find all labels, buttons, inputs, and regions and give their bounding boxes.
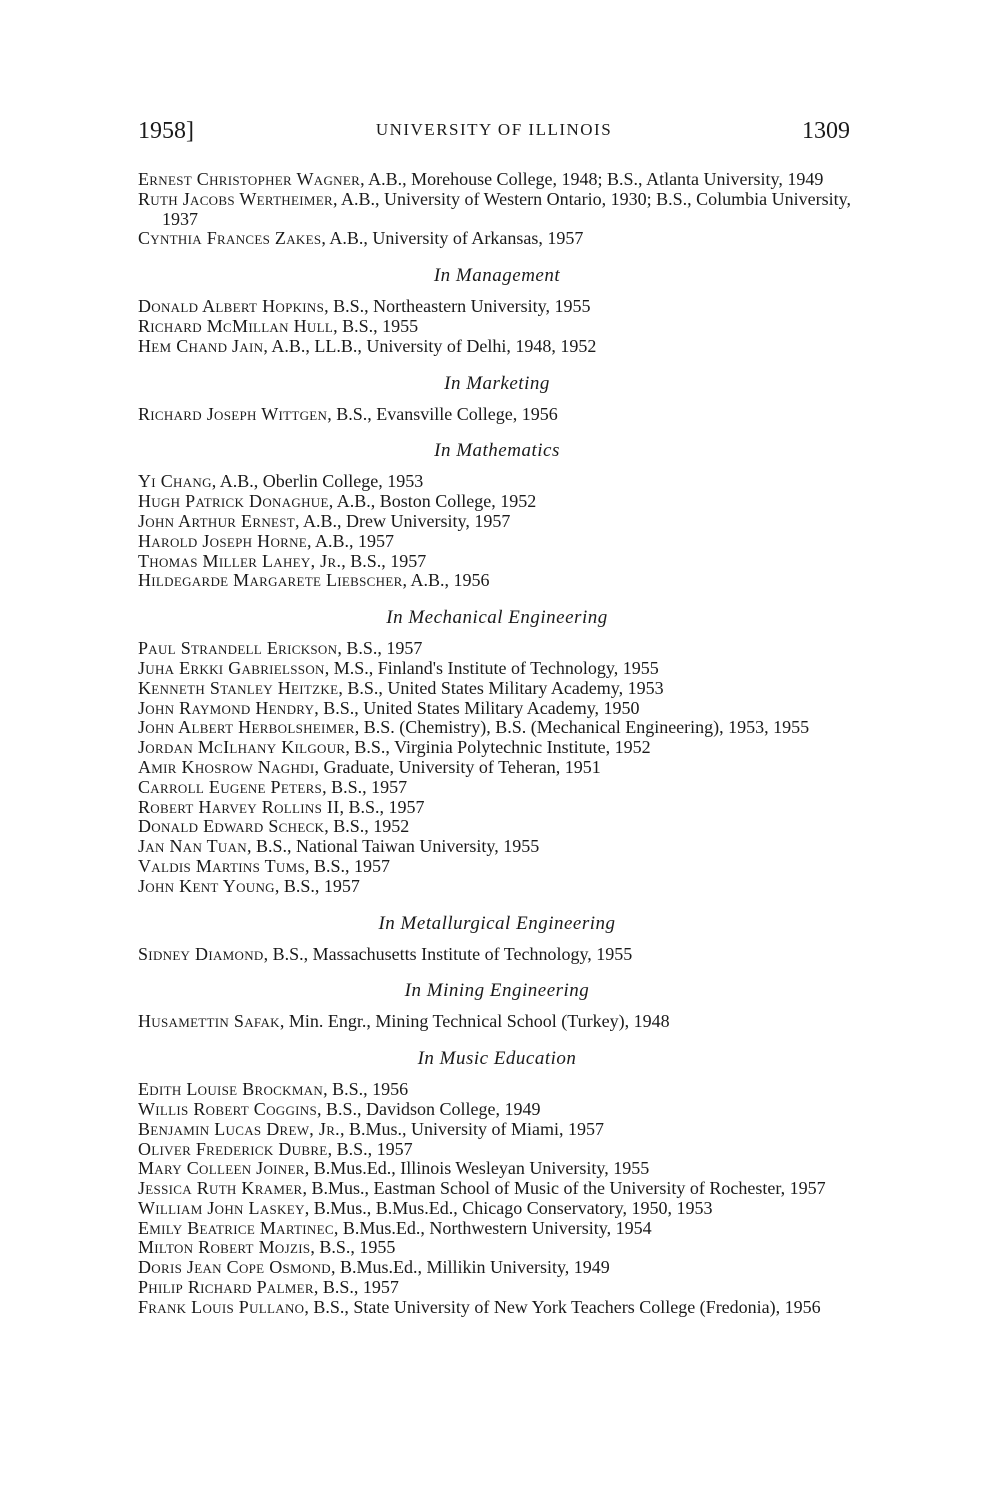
list-item <box>138 1100 856 1120</box>
person-name: Robert Harvey Rollins II <box>138 796 340 817</box>
degree-details: , B.S., United States Military Academy, 1950 <box>314 697 640 718</box>
list-item <box>138 532 856 552</box>
degree-details: , A.B., University of Western Ontario, 1930; B.S., Columbia University, 1937 <box>162 188 851 229</box>
list-item <box>138 1159 856 1179</box>
degree-details: , B.S., 1957 <box>274 875 360 896</box>
list-item <box>138 1238 856 1258</box>
person-name: Juha Erkki Gabrielsson <box>138 657 325 678</box>
list-item <box>138 758 856 778</box>
degree-details: , A.B., University of Arkansas, 1957 <box>321 228 584 249</box>
list-item <box>138 639 856 659</box>
degree-details: , B.S., 1957 <box>341 550 427 571</box>
degree-details: , B.S., 1957 <box>327 1138 413 1159</box>
person-name: Ruth Jacobs Wertheimer <box>138 188 333 209</box>
list-item <box>138 1219 856 1239</box>
list-item <box>138 1140 856 1160</box>
degree-details: , B.S. (Chemistry), B.S. (Mechanical Engineering), 1953, 1955 <box>354 717 810 738</box>
degree-details: , A.B., LL.B., University of Delhi, 1948, 1952 <box>263 335 597 356</box>
person-name: Emily Beatrice Martinec <box>138 1217 334 1238</box>
list-item <box>138 552 856 572</box>
list-item <box>138 405 856 425</box>
degree-details: , B.S., 1957 <box>305 855 391 876</box>
list-item <box>138 337 856 357</box>
person-name: Hem Chand Jain <box>138 335 264 356</box>
person-name: Thomas Miller Lahey, Jr. <box>138 550 342 571</box>
person-name: Milton Robert Mojzis <box>138 1237 311 1258</box>
degree-details: , B.Mus.Ed., Northwestern University, 1954 <box>333 1217 652 1238</box>
degree-details: , B.S., Evansville College, 1956 <box>327 403 558 424</box>
degree-details: , B.S., 1955 <box>333 315 419 336</box>
degree-details: , A.B., Oberlin College, 1953 <box>211 471 424 492</box>
person-name: John Arthur Ernest <box>138 510 296 531</box>
entries-list <box>138 170 856 1318</box>
list-item <box>138 659 856 679</box>
list-item <box>138 778 856 798</box>
section-heading: In Metallurgical Engineering <box>378 912 616 934</box>
list-item <box>138 1179 856 1199</box>
person-name: Jan Nan Tuan <box>138 836 247 857</box>
person-name: Edith Louise Brockman <box>138 1079 324 1100</box>
person-name: Richard McMillan Hull <box>138 315 334 336</box>
page-number: 1309 <box>802 118 850 144</box>
person-name: Donald Edward Scheck <box>138 816 325 837</box>
degree-details: , A.B., Boston College, 1952 <box>328 491 537 512</box>
degree-details: , B.S., 1957 <box>339 796 425 817</box>
list-item <box>138 837 856 857</box>
degree-details: , Graduate, University of Teheran, 1951 <box>314 756 601 777</box>
person-name: Willis Robert Coggins <box>138 1098 318 1119</box>
person-name: John Kent Young <box>138 875 275 896</box>
header-title: UNIVERSITY OF ILLINOIS <box>375 120 613 139</box>
section-heading: In Management <box>433 265 561 287</box>
list-item <box>138 229 856 249</box>
degree-details: , B.S., Northeastern University, 1955 <box>324 296 591 317</box>
person-name: Hildegarde Margarete Liebscher <box>138 570 403 591</box>
degree-details: , B.S., United States Military Academy, 1953 <box>338 677 664 698</box>
list-item <box>138 512 856 532</box>
list-item <box>138 571 856 591</box>
degree-details: , B.S., Massachusetts Institute of Technology, 1955 <box>263 943 633 964</box>
person-name: Richard Joseph Wittgen <box>138 403 328 424</box>
list-item <box>138 738 856 758</box>
person-name: Kenneth Stanley Heitzke <box>138 677 339 698</box>
list-item <box>138 472 856 492</box>
person-name: Philip Richard Palmer <box>138 1277 314 1298</box>
person-name: Husamettin Safak <box>138 1011 280 1032</box>
section-heading: In Marketing <box>444 372 550 394</box>
degree-details: , A.B., Drew University, 1957 <box>295 510 511 531</box>
list-item <box>138 297 856 317</box>
degree-details: , B.S., 1952 <box>324 816 410 837</box>
person-name: Mary Colleen Joiner <box>138 1158 305 1179</box>
section-heading: In Mining Engineering <box>404 980 590 1002</box>
person-name: Valdis Martins Tums <box>138 855 305 876</box>
person-name: Doris Jean Cope Osmond <box>138 1257 331 1278</box>
person-name: William John Laskey <box>138 1197 305 1218</box>
person-name: Yi Chang <box>138 471 212 492</box>
person-name: Amir Khosrow Naghdi <box>138 756 315 777</box>
list-item <box>138 945 856 965</box>
list-item <box>138 1080 856 1100</box>
person-name: John Raymond Hendry <box>138 697 315 718</box>
degree-details: , B.Mus.Ed., Illinois Wesleyan University, 1955 <box>304 1158 650 1179</box>
person-name: Cynthia Frances Zakes <box>138 228 322 249</box>
person-name: Jordan McIlhany Kilgour <box>138 737 346 758</box>
person-name: Benjamin Lucas Drew, Jr. <box>138 1118 340 1139</box>
person-name: Donald Albert Hopkins <box>138 296 325 317</box>
list-item <box>138 877 856 897</box>
list-item <box>138 798 856 818</box>
person-name: Ernest Christopher Wagner <box>138 169 361 189</box>
person-name: John Albert Herbolsheimer <box>138 717 355 738</box>
list-item <box>138 699 856 719</box>
list-item <box>138 718 856 738</box>
list-item <box>138 170 856 190</box>
degree-details: , M.S., Finland's Institute of Technology, 1955 <box>324 657 659 678</box>
degree-details: , A.B., 1957 <box>307 530 395 551</box>
list-item <box>138 1199 856 1219</box>
degree-details: , Min. Engr., Mining Technical School (Turkey), 1948 <box>279 1011 670 1032</box>
list-item <box>138 857 856 877</box>
list-item <box>138 1278 856 1298</box>
degree-details: , A.B., 1956 <box>402 570 490 591</box>
list-item <box>138 1120 856 1140</box>
person-name: Paul Strandell Erickson <box>138 638 338 659</box>
list-item <box>138 317 856 337</box>
section-heading: In Music Education <box>417 1048 577 1070</box>
degree-details: , B.Mus., Eastman School of Music of the University of Rochester, 1957 <box>302 1178 826 1199</box>
list-item <box>138 190 856 230</box>
degree-details: , B.Mus., University of Miami, 1957 <box>340 1118 604 1139</box>
list-item <box>138 679 856 699</box>
person-name: Jessica Ruth Kramer <box>138 1178 303 1199</box>
degree-details: , B.S., 1956 <box>323 1079 409 1100</box>
person-name: Sidney Diamond <box>138 943 264 964</box>
degree-details: , B.S., National Taiwan University, 1955 <box>247 836 540 857</box>
degree-details: , B.Mus.Ed., Millikin University, 1949 <box>330 1257 610 1278</box>
list-item <box>138 1012 856 1032</box>
header-year: 1958] <box>138 118 194 144</box>
person-name: Carroll Eugene Peters <box>138 776 323 797</box>
person-name: Hugh Patrick Donaghue <box>138 491 329 512</box>
person-name: Frank Louis Pullano <box>138 1296 305 1317</box>
list-item <box>138 1298 856 1318</box>
section-heading: In Mechanical Engineering <box>386 607 608 629</box>
list-item <box>138 817 856 837</box>
degree-details: , B.S., 1957 <box>322 776 408 797</box>
degree-details: , B.S., Virginia Polytechnic Institute, 1952 <box>345 737 651 758</box>
degree-details: , B.S., 1955 <box>310 1237 396 1258</box>
degree-details: , B.S., 1957 <box>337 638 423 659</box>
running-header <box>138 118 850 148</box>
list-item <box>138 1258 856 1278</box>
person-name: Harold Joseph Horne <box>138 530 308 551</box>
degree-details: , B.S., State University of New York Teachers College (Fredonia), 1956 <box>304 1296 821 1317</box>
person-name: Oliver Frederick Dubre <box>138 1138 328 1159</box>
list-item <box>138 492 856 512</box>
degree-details: , A.B., Morehouse College, 1948; B.S., Atlanta University, 1949 <box>360 169 824 189</box>
degree-details: , B.S., 1957 <box>313 1277 399 1298</box>
section-heading: In Mathematics <box>434 440 560 462</box>
degree-details: , B.S., Davidson College, 1949 <box>317 1098 541 1119</box>
degree-details: , B.Mus., B.Mus.Ed., Chicago Conservatory, 1950, 1953 <box>304 1197 713 1218</box>
